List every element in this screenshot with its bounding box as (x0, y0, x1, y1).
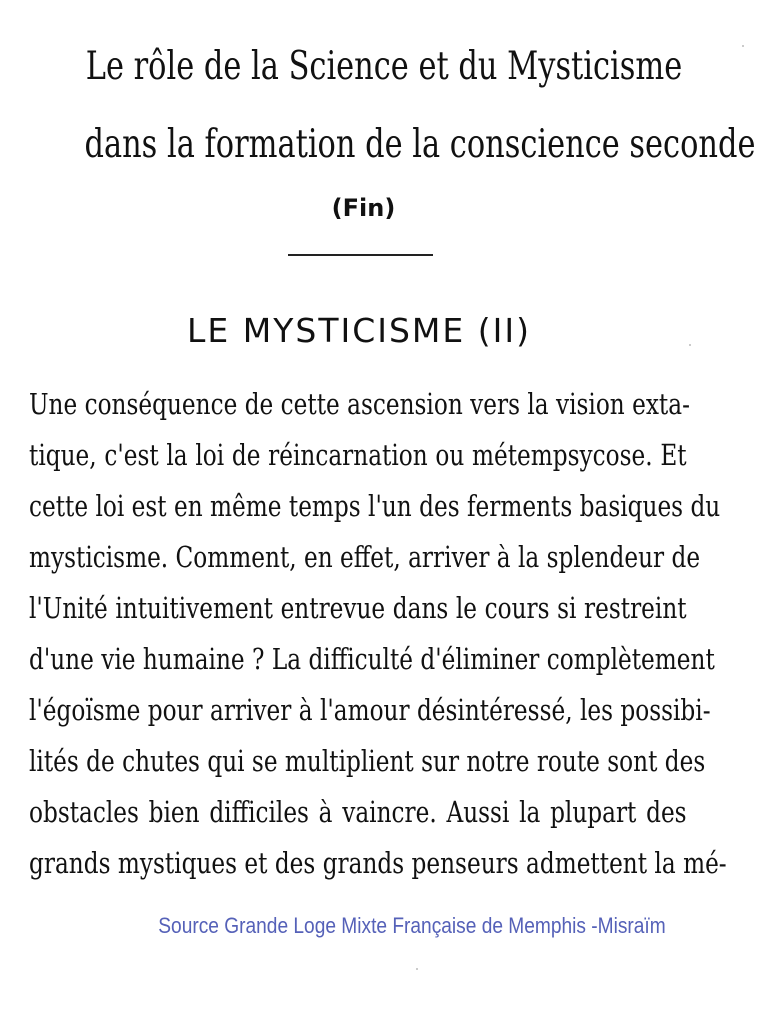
separator-rule (288, 254, 433, 256)
scan-speck (416, 968, 418, 970)
article-subtitle: (Fin) (331, 194, 396, 222)
body-line: l'égoïsme pour arriver à l'amour désintéressé, les possibi- (29, 693, 711, 727)
body-line: lités de chutes qui se multiplient sur notre route sont des (29, 744, 706, 778)
body-line: mysticisme. Comment, en effet, arriver à la splendeur de (29, 540, 701, 574)
scan-speck (689, 344, 691, 346)
article-title-line-2: dans la formation de la conscience seconde (84, 122, 756, 167)
body-line: tique, c'est la loi de réincarnation ou métempsycose. Et (29, 438, 687, 472)
article-title-line-1: Le rôle de la Science et du Mysticisme (85, 44, 683, 89)
article-body (29, 379, 727, 889)
body-line: Une conséquence de cette ascension vers la vision exta- (29, 387, 690, 421)
scan-speck (742, 45, 744, 47)
body-line: obstacles bien difficiles à vaincre. Aussi la plupart des (29, 795, 687, 829)
body-line: grands mystiques et des grands penseurs admettent la mé- (29, 846, 727, 880)
source-credit: Source Grande Loge Mixte Française de Memphis -Misraïm (158, 913, 666, 938)
body-line: l'Unité intuitivement entrevue dans le cours si restreint (29, 591, 687, 625)
section-heading: LE MYSTICISME (II) (187, 311, 531, 350)
body-line: cette loi est en même temps l'un des ferments basiques du (29, 489, 721, 523)
body-line: d'une vie humaine ? La difficulté d'éliminer complètement (29, 642, 715, 676)
